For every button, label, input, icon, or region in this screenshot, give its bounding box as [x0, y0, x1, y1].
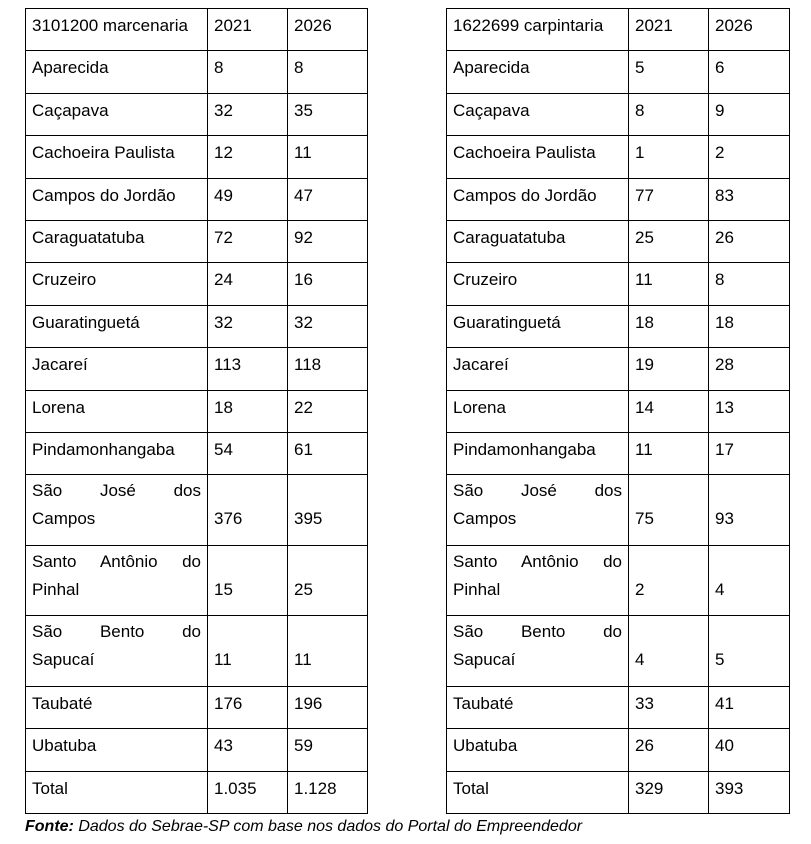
caption-label: Fonte:: [25, 818, 74, 835]
municipality-cell: Santo Antônio do Pinhal: [447, 545, 629, 616]
value-2026-cell: 4: [709, 545, 790, 616]
municipality-cell: Caraguatatuba: [26, 220, 208, 262]
table-row: [26, 616, 368, 687]
value-2026-cell: 395: [288, 475, 368, 546]
municipality-cell: Lorena: [26, 390, 208, 432]
municipality-cell: Aparecida: [447, 51, 629, 93]
table-row: [447, 390, 790, 432]
table-row: [26, 545, 368, 616]
value-2026-cell: 8: [288, 51, 368, 93]
value-2021-cell: 14: [629, 390, 709, 432]
value-2026-cell: 8: [709, 263, 790, 305]
table-total-row: [447, 771, 790, 813]
table-row: [447, 220, 790, 262]
value-2026-cell: 11: [288, 616, 368, 687]
value-2021-cell: 25: [629, 220, 709, 262]
table-header-row: [447, 9, 790, 51]
table-row: [447, 178, 790, 220]
value-2021-cell: 1: [629, 136, 709, 178]
value-2021-cell: 376: [208, 475, 288, 546]
value-2021-cell: 8: [629, 93, 709, 135]
value-2021-cell: 75: [629, 475, 709, 546]
value-2026-cell: 41: [709, 686, 790, 728]
municipality-cell: Cruzeiro: [26, 263, 208, 305]
table-row: [26, 729, 368, 771]
municipality-cell: Pindamonhangaba: [447, 432, 629, 474]
table-carpintaria: [446, 8, 790, 814]
value-2026-cell: 25: [288, 545, 368, 616]
municipality-cell: Ubatuba: [447, 729, 629, 771]
value-2021-cell: 12: [208, 136, 288, 178]
value-2026-cell: 32: [288, 305, 368, 347]
table-row: [26, 432, 368, 474]
table-row: [447, 136, 790, 178]
header-cell-activity: 1622699 carpintaria: [447, 9, 629, 51]
value-2021-cell: 72: [208, 220, 288, 262]
table-row: [26, 220, 368, 262]
table-row: [26, 178, 368, 220]
caption-text: Dados do Sebrae-SP com base nos dados do Portal do Empreendedor: [73, 818, 583, 835]
value-2026-cell: 118: [288, 348, 368, 390]
table-row: [26, 348, 368, 390]
header-cell-activity: 3101200 marcenaria: [26, 9, 208, 51]
table-row: [26, 136, 368, 178]
value-2021-cell: 1.035: [208, 771, 288, 813]
value-2021-cell: 8: [208, 51, 288, 93]
municipality-cell: Taubaté: [447, 686, 629, 728]
header-cell-year: 2026: [288, 9, 368, 51]
value-2021-cell: 32: [208, 305, 288, 347]
municipality-cell: São José dos Campos: [26, 475, 208, 546]
header-cell-year: 2021: [629, 9, 709, 51]
table-row: [26, 263, 368, 305]
value-2026-cell: 6: [709, 51, 790, 93]
value-2026-cell: 92: [288, 220, 368, 262]
value-2026-cell: 40: [709, 729, 790, 771]
value-2026-cell: 47: [288, 178, 368, 220]
value-2021-cell: 5: [629, 51, 709, 93]
value-2026-cell: 26: [709, 220, 790, 262]
value-2026-cell: 9: [709, 93, 790, 135]
value-2021-cell: 176: [208, 686, 288, 728]
municipality-cell: Total: [26, 771, 208, 813]
value-2021-cell: 113: [208, 348, 288, 390]
table-total-row: [26, 771, 368, 813]
table-marcenaria: [25, 8, 368, 814]
source-caption: [25, 818, 582, 836]
municipality-cell: Campos do Jordão: [26, 178, 208, 220]
table-row: [447, 475, 790, 546]
table-row: [447, 729, 790, 771]
table-row: [447, 686, 790, 728]
municipality-cell: Aparecida: [26, 51, 208, 93]
value-2021-cell: 24: [208, 263, 288, 305]
municipality-cell: Caçapava: [26, 93, 208, 135]
table-row: [447, 51, 790, 93]
value-2021-cell: 18: [629, 305, 709, 347]
value-2021-cell: 11: [629, 432, 709, 474]
value-2026-cell: 83: [709, 178, 790, 220]
table-row: [26, 686, 368, 728]
table-row: [26, 305, 368, 347]
municipality-cell: Taubaté: [26, 686, 208, 728]
municipality-cell: Ubatuba: [26, 729, 208, 771]
value-2026-cell: 13: [709, 390, 790, 432]
value-2021-cell: 43: [208, 729, 288, 771]
value-2026-cell: 5: [709, 616, 790, 687]
municipality-cell: Cachoeira Paulista: [447, 136, 629, 178]
value-2026-cell: 35: [288, 93, 368, 135]
value-2021-cell: 33: [629, 686, 709, 728]
municipality-cell: Cachoeira Paulista: [26, 136, 208, 178]
value-2021-cell: 2: [629, 545, 709, 616]
municipality-cell: Pindamonhangaba: [26, 432, 208, 474]
table-row: [447, 348, 790, 390]
table-body: [447, 9, 790, 814]
value-2021-cell: 49: [208, 178, 288, 220]
value-2021-cell: 32: [208, 93, 288, 135]
table-row: [26, 475, 368, 546]
municipality-cell: Jacareí: [26, 348, 208, 390]
value-2026-cell: 16: [288, 263, 368, 305]
table-row: [26, 93, 368, 135]
value-2026-cell: 22: [288, 390, 368, 432]
value-2026-cell: 28: [709, 348, 790, 390]
municipality-cell: São Bento do Sapucaí: [447, 616, 629, 687]
municipality-cell: Caraguatatuba: [447, 220, 629, 262]
table-row: [26, 51, 368, 93]
value-2026-cell: 61: [288, 432, 368, 474]
table-row: [26, 390, 368, 432]
value-2026-cell: 59: [288, 729, 368, 771]
value-2021-cell: 4: [629, 616, 709, 687]
table-row: [447, 545, 790, 616]
municipality-cell: Cruzeiro: [447, 263, 629, 305]
value-2021-cell: 54: [208, 432, 288, 474]
value-2026-cell: 17: [709, 432, 790, 474]
value-2026-cell: 11: [288, 136, 368, 178]
table-header-row: [26, 9, 368, 51]
header-cell-year: 2021: [208, 9, 288, 51]
value-2026-cell: 196: [288, 686, 368, 728]
municipality-cell: Guaratinguetá: [447, 305, 629, 347]
value-2021-cell: 26: [629, 729, 709, 771]
table-row: [447, 93, 790, 135]
table-body: [26, 9, 368, 814]
municipality-cell: São José dos Campos: [447, 475, 629, 546]
table-row: [447, 432, 790, 474]
value-2021-cell: 11: [629, 263, 709, 305]
municipality-cell: Santo Antônio do Pinhal: [26, 545, 208, 616]
municipality-cell: São Bento do Sapucaí: [26, 616, 208, 687]
value-2026-cell: 393: [709, 771, 790, 813]
municipality-cell: Guaratinguetá: [26, 305, 208, 347]
value-2021-cell: 18: [208, 390, 288, 432]
value-2026-cell: 1.128: [288, 771, 368, 813]
municipality-cell: Jacareí: [447, 348, 629, 390]
municipality-cell: Lorena: [447, 390, 629, 432]
value-2026-cell: 2: [709, 136, 790, 178]
value-2021-cell: 11: [208, 616, 288, 687]
table-row: [447, 263, 790, 305]
table-row: [447, 305, 790, 347]
value-2026-cell: 93: [709, 475, 790, 546]
municipality-cell: Caçapava: [447, 93, 629, 135]
table-row: [447, 616, 790, 687]
value-2021-cell: 15: [208, 545, 288, 616]
value-2021-cell: 19: [629, 348, 709, 390]
value-2021-cell: 77: [629, 178, 709, 220]
value-2021-cell: 329: [629, 771, 709, 813]
value-2026-cell: 18: [709, 305, 790, 347]
header-cell-year: 2026: [709, 9, 790, 51]
municipality-cell: Campos do Jordão: [447, 178, 629, 220]
municipality-cell: Total: [447, 771, 629, 813]
